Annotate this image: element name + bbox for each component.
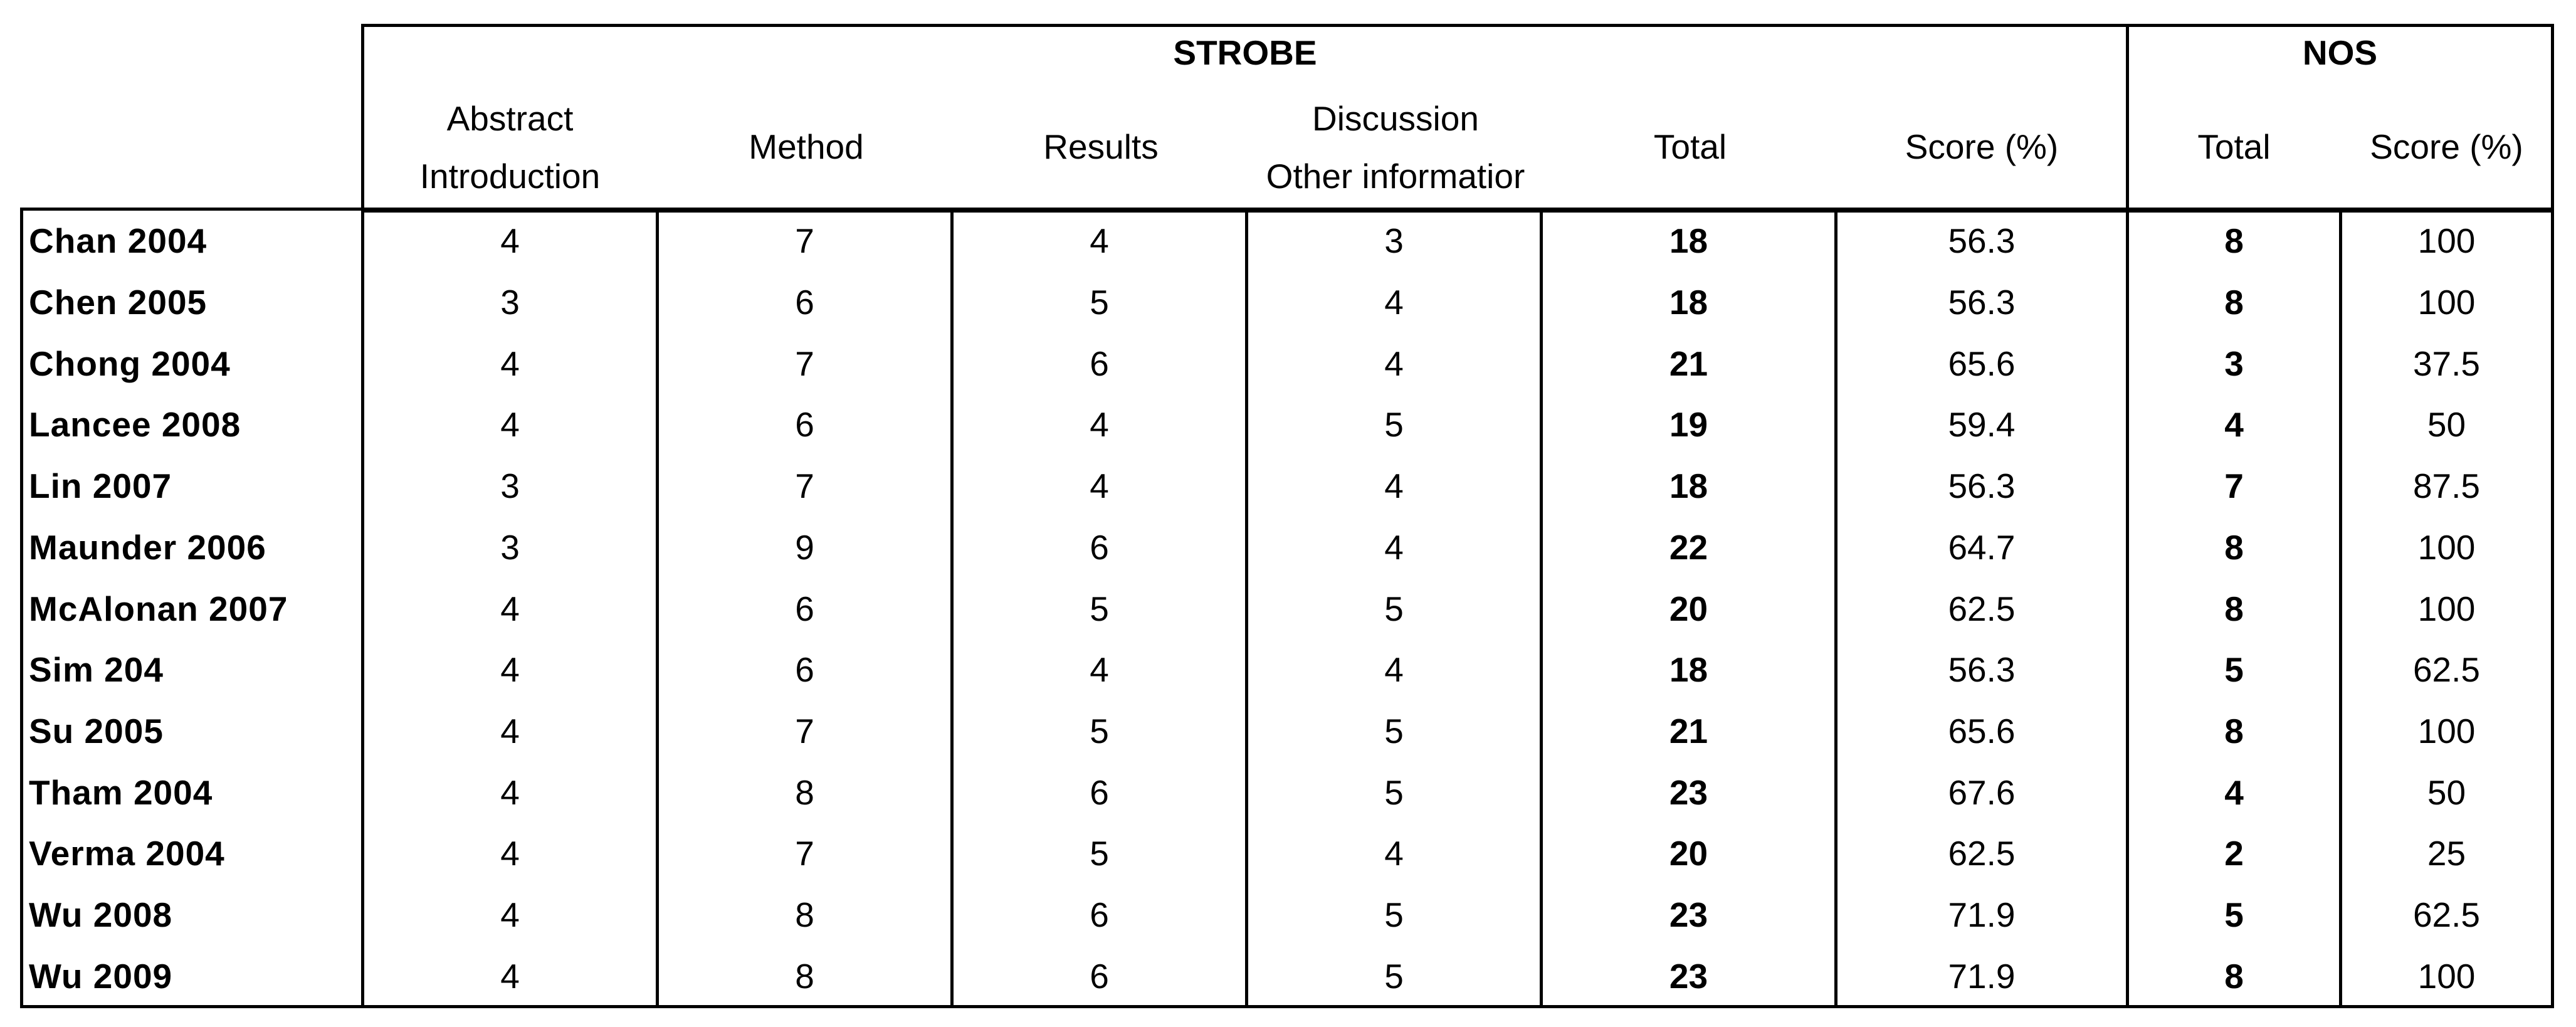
- results-value: 6: [1090, 344, 1109, 383]
- nos-score-value: 100: [2417, 711, 2476, 750]
- abstract-introduction-value: 3: [500, 466, 520, 506]
- results-value: 6: [1090, 895, 1109, 935]
- discussion-other-value: 4: [1384, 650, 1404, 690]
- strobe-total-value: 20: [1669, 834, 1708, 873]
- abstract-introduction-value: 4: [500, 956, 520, 996]
- abstract-introduction-value: 4: [500, 344, 520, 383]
- discussion-other-value: 5: [1384, 589, 1404, 628]
- nos-total-value: 8: [2224, 589, 2244, 628]
- method-value: 6: [795, 283, 814, 322]
- abstract-introduction-value: 4: [500, 589, 520, 628]
- abstract-introduction-value: 4: [500, 221, 520, 261]
- strobe-score-value: 64.7: [1948, 527, 2016, 567]
- col-header-strobe-score: Score (%): [1905, 127, 2059, 166]
- nos-score-value: 62.5: [2412, 895, 2481, 935]
- col-header-discussion-other: [1248, 87, 1543, 208]
- nos-total-value: 8: [2224, 711, 2244, 750]
- strobe-score-value: 56.3: [1948, 466, 2016, 506]
- discussion-other-value: 4: [1384, 283, 1404, 322]
- strobe-score-value: 71.9: [1948, 956, 2016, 996]
- method-value: 9: [795, 527, 814, 567]
- study-name: Chen 2005: [29, 283, 208, 322]
- nos-score-value: 100: [2417, 589, 2476, 628]
- results-value: 5: [1090, 711, 1109, 750]
- strobe-score-value: 62.5: [1948, 589, 2016, 628]
- results-value: 6: [1090, 956, 1109, 996]
- strobe-score-value: 62.5: [1948, 834, 2016, 873]
- method-value: 7: [795, 711, 814, 750]
- abstract-introduction-value: 4: [500, 405, 520, 445]
- study-name: Maunder 2006: [29, 527, 266, 567]
- abstract-label: Abstract: [446, 98, 574, 138]
- strobe-score-value: 67.6: [1948, 772, 2016, 812]
- discussion-other-value: 4: [1384, 834, 1404, 873]
- strobe-score-value: 59.4: [1948, 405, 2016, 445]
- col-header-abstract-introduction: [364, 87, 656, 208]
- method-value: 8: [795, 956, 814, 996]
- strobe-total-value: 18: [1669, 466, 1708, 506]
- strobe-score-value: 71.9: [1948, 895, 2016, 935]
- method-value: 7: [795, 834, 814, 873]
- nos-total-value: 5: [2224, 650, 2244, 690]
- nos-score-value: 87.5: [2412, 466, 2481, 506]
- col-header-results: Results: [1043, 127, 1159, 166]
- abstract-introduction-value: 4: [500, 895, 520, 935]
- results-value: 5: [1090, 283, 1109, 322]
- results-value: 5: [1090, 834, 1109, 873]
- col-header-strobe-total: Total: [1653, 127, 1727, 166]
- abstract-introduction-value: 3: [500, 527, 520, 567]
- abstract-introduction-value: 4: [500, 711, 520, 750]
- study-name: Su 2005: [29, 711, 164, 750]
- nos-score-value: 37.5: [2412, 344, 2481, 383]
- nos-total-value: 4: [2224, 772, 2244, 812]
- study-name: Sim 204: [29, 650, 164, 690]
- study-name: McAlonan 2007: [29, 589, 288, 628]
- abstract-introduction-value: 4: [500, 650, 520, 690]
- strobe-total-value: 23: [1669, 895, 1708, 935]
- nos-score-value: 100: [2417, 221, 2476, 261]
- strobe-score-value: 65.6: [1948, 711, 2016, 750]
- study-name: Chong 2004: [29, 344, 231, 383]
- strobe-total-value: 23: [1669, 772, 1708, 812]
- nos-total-value: 8: [2224, 283, 2244, 322]
- results-value: 6: [1090, 772, 1109, 812]
- study-name: Wu 2008: [29, 895, 173, 935]
- discussion-other-value: 3: [1384, 221, 1404, 261]
- discussion-other-value: 4: [1384, 527, 1404, 567]
- method-value: 8: [795, 895, 814, 935]
- nos-score-value: 50: [2427, 772, 2466, 812]
- strobe-total-value: 18: [1669, 221, 1708, 261]
- study-name: Verma 2004: [29, 834, 225, 873]
- study-name: Tham 2004: [29, 772, 213, 812]
- nos-score-value: 50: [2427, 405, 2466, 445]
- col-header-method: Method: [749, 127, 864, 166]
- strobe-total-value: 21: [1669, 711, 1708, 750]
- results-value: 4: [1090, 405, 1109, 445]
- discussion-other-value: 5: [1384, 405, 1404, 445]
- nos-total-value: 2: [2224, 834, 2244, 873]
- study-name: Wu 2009: [29, 956, 173, 996]
- strobe-score-value: 65.6: [1948, 344, 2016, 383]
- col-header-nos-total: Total: [2197, 127, 2271, 166]
- nos-total-value: 7: [2224, 466, 2244, 506]
- strobe-total-value: 18: [1669, 283, 1708, 322]
- introduction-label: Introduction: [419, 156, 601, 196]
- strobe-group-header: STROBE: [1173, 33, 1317, 72]
- discussion-other-value: 4: [1384, 344, 1404, 383]
- col-header-nos-score: Score (%): [2370, 127, 2523, 166]
- study-name: Lancee 2008: [29, 405, 241, 445]
- nos-total-value: 5: [2224, 895, 2244, 935]
- method-value: 7: [795, 344, 814, 383]
- method-value: 8: [795, 772, 814, 812]
- strobe-total-value: 20: [1669, 589, 1708, 628]
- strobe-total-value: 23: [1669, 956, 1708, 996]
- discussion-other-value: 5: [1384, 895, 1404, 935]
- other-information-label: Other informatior: [1266, 156, 1525, 196]
- discussion-other-value: 4: [1384, 466, 1404, 506]
- abstract-introduction-value: 4: [500, 772, 520, 812]
- strobe-total-value: 18: [1669, 650, 1708, 690]
- results-value: 5: [1090, 589, 1109, 628]
- nos-score-value: 25: [2427, 834, 2466, 873]
- method-value: 6: [795, 650, 814, 690]
- discussion-other-value: 5: [1384, 711, 1404, 750]
- nos-score-value: 100: [2417, 283, 2476, 322]
- strobe-score-value: 56.3: [1948, 283, 2016, 322]
- nos-score-value: 100: [2417, 527, 2476, 567]
- strobe-total-value: 21: [1669, 344, 1708, 383]
- method-value: 6: [795, 405, 814, 445]
- nos-score-value: 62.5: [2412, 650, 2481, 690]
- nos-total-value: 4: [2224, 405, 2244, 445]
- nos-total-value: 8: [2224, 221, 2244, 261]
- strobe-score-value: 56.3: [1948, 221, 2016, 261]
- nos-score-value: 100: [2417, 956, 2476, 996]
- abstract-introduction-value: 3: [500, 283, 520, 322]
- discussion-label: Discussion: [1312, 98, 1479, 138]
- nos-group-header: NOS: [2302, 33, 2378, 72]
- abstract-introduction-value: 4: [500, 834, 520, 873]
- method-value: 7: [795, 466, 814, 506]
- nos-total-value: 3: [2224, 344, 2244, 383]
- discussion-other-value: 5: [1384, 956, 1404, 996]
- strobe-score-value: 56.3: [1948, 650, 2016, 690]
- results-value: 6: [1090, 527, 1109, 567]
- study-name: Chan 2004: [29, 221, 208, 261]
- results-value: 4: [1090, 650, 1109, 690]
- strobe-total-value: 19: [1669, 405, 1708, 445]
- discussion-other-value: 5: [1384, 772, 1404, 812]
- results-value: 4: [1090, 221, 1109, 261]
- nos-total-value: 8: [2224, 527, 2244, 567]
- nos-total-value: 8: [2224, 956, 2244, 996]
- strobe-total-value: 22: [1669, 527, 1708, 567]
- results-value: 4: [1090, 466, 1109, 506]
- study-name: Lin 2007: [29, 466, 172, 506]
- method-value: 6: [795, 589, 814, 628]
- method-value: 7: [795, 221, 814, 261]
